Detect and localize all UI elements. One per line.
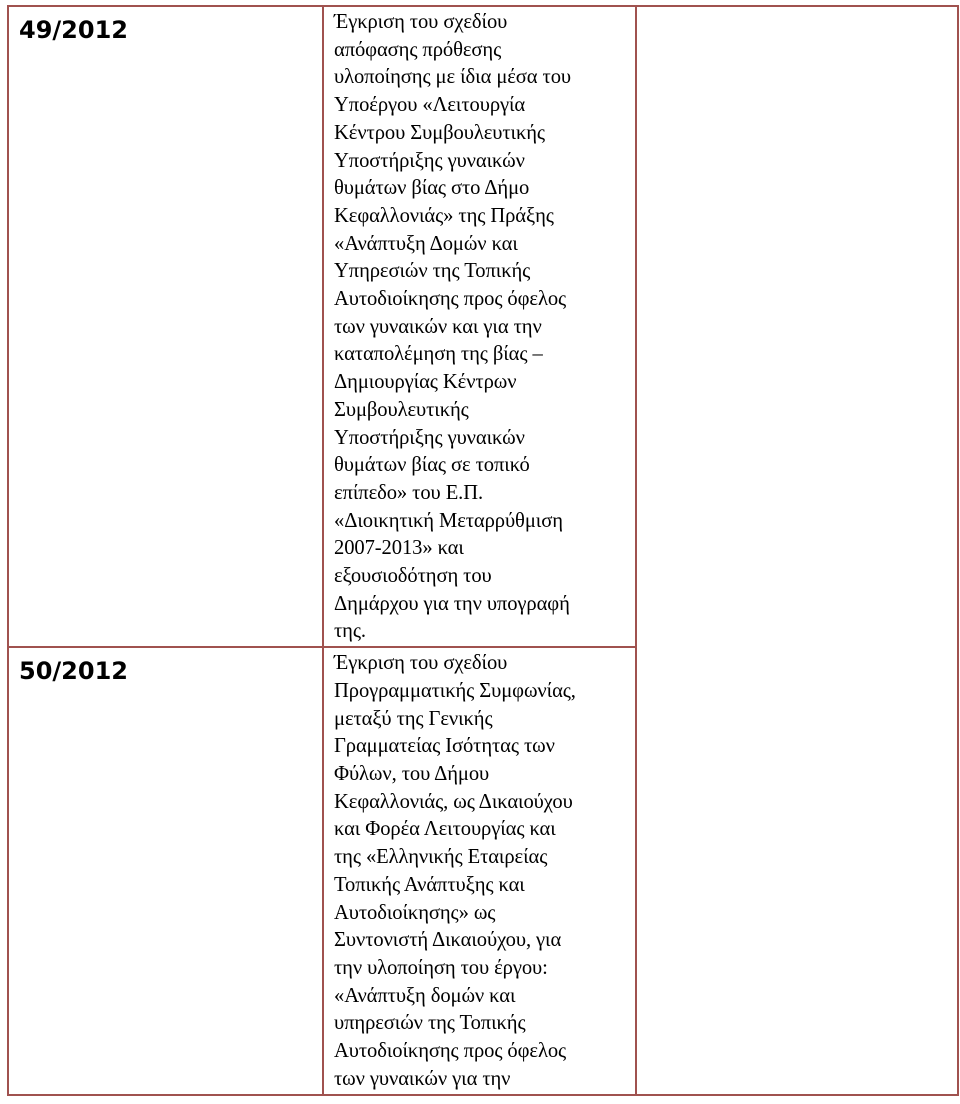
description-line: Κεφαλλονιάς, ως Δικαιούχου: [334, 790, 573, 813]
decision-number-cell: [8, 6, 323, 647]
description-line: 2007-2013» και: [334, 537, 464, 560]
description-line: των γυναικών και για την: [334, 315, 542, 338]
description-line: Υποέργου «Λειτουργία: [334, 94, 526, 117]
decision-description-cell: [323, 647, 636, 1095]
description-line: Υποστήριξης γυναικών: [334, 149, 525, 172]
description-line: Συμβουλευτικής: [334, 398, 469, 421]
description-line: Έγκριση του σχεδίου: [334, 11, 508, 33]
decision-description: [324, 648, 635, 1093]
decision-description: [324, 7, 635, 646]
description-line: καταπολέμηση της βίας –: [334, 343, 543, 366]
description-line: Δημιουργίας Κέντρων: [334, 371, 517, 394]
description-line: και Φορέα Λειτουργίας και: [334, 818, 556, 841]
description-line: της.: [334, 620, 366, 643]
empty-notes-cell: [636, 6, 958, 1095]
description-line: Κεφαλλονιάς» της Πράξης: [334, 204, 554, 227]
decision-description-cell: [323, 6, 636, 647]
description-line: Κέντρου Συμβουλευτικής: [334, 121, 545, 144]
description-line: Φύλων, του Δήμου: [334, 762, 490, 785]
description-line: της «Ελληνικής Εταιρείας: [334, 846, 548, 869]
description-line: Προγραμματικής Συμφωνίας,: [334, 679, 576, 702]
description-line: Δημάρχου για την υπογραφή: [334, 592, 570, 615]
description-line: Αυτοδιοίκησης προς όφελος: [334, 288, 567, 311]
description-line: «Ανάπτυξη δομών και: [334, 984, 516, 1007]
description-line: την υλοποίηση του έργου:: [334, 956, 548, 979]
description-line: Έγκριση του σχεδίου: [334, 652, 508, 675]
description-line: των γυναικών για την: [334, 1067, 511, 1090]
description-line: εξουσιοδότηση του: [334, 565, 492, 588]
description-line: «Διοικητική Μεταρρύθμιση: [334, 509, 563, 532]
decision-number: 50/2012: [19, 657, 128, 686]
description-line: Γραμματείας Ισότητας των: [334, 735, 555, 758]
description-line: Τοπικής Ανάπτυξης και: [334, 873, 525, 896]
description-line: Αυτοδιοίκησης προς όφελος: [334, 1040, 567, 1063]
description-line: θυμάτων βίας σε τοπικό: [334, 454, 530, 477]
description-line: απόφασης πρόθεσης: [334, 38, 502, 61]
description-line: Συντονιστή Δικαιούχου, για: [334, 929, 562, 952]
description-line: θυμάτων βίας στο Δήμο: [334, 177, 530, 200]
description-line: Υπηρεσιών της Τοπικής: [334, 260, 531, 283]
description-line: Υποστήριξης γυναικών: [334, 426, 525, 449]
decision-number-cell: [8, 647, 323, 1095]
decisions-table: [7, 5, 959, 1096]
description-line: μεταξύ της Γενικής: [334, 707, 493, 730]
description-line: «Ανάπτυξη Δομών και: [334, 232, 518, 255]
description-line: υλοποίησης με ίδια μέσα του: [334, 66, 572, 89]
table-row: [8, 6, 958, 647]
description-line: επίπεδο» του Ε.Π.: [334, 481, 484, 504]
description-line: υπηρεσιών της Τοπικής: [334, 1012, 526, 1035]
description-line: Αυτοδιοίκησης» ως: [334, 901, 496, 924]
decision-number: 49/2012: [19, 16, 128, 44]
